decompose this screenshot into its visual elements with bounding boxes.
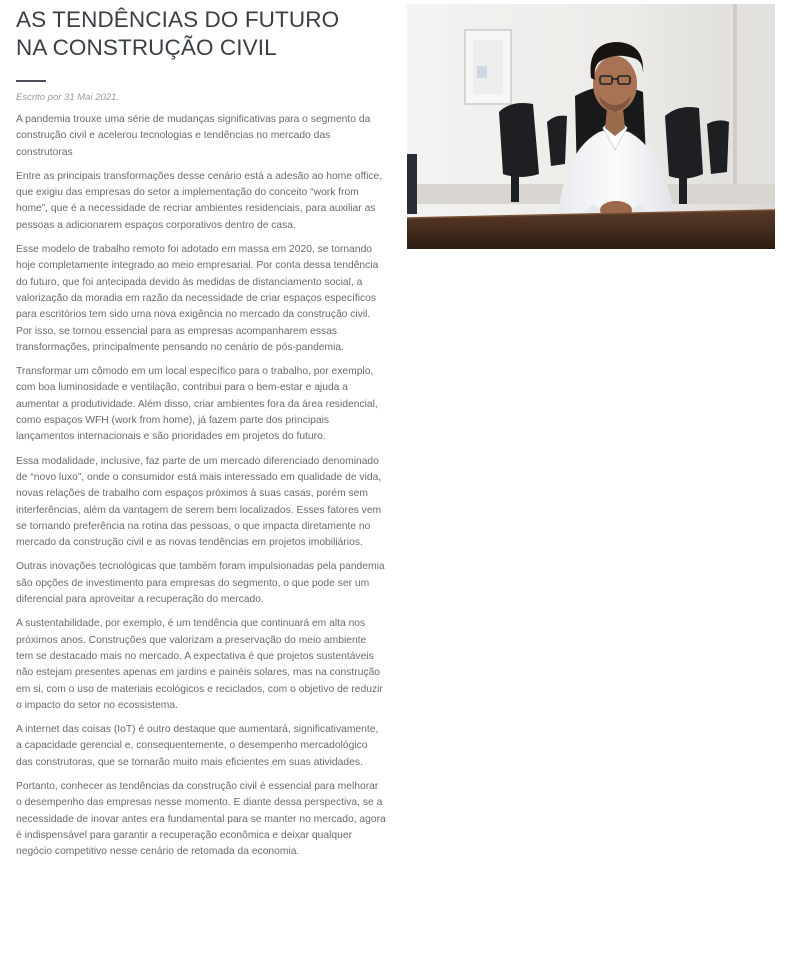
article-paragraph: Essa modalidade, inclusive, faz parte de um mercado diferenciado denominado de “novo luxo”, onde o consumidor está mais interessado em qualidade de vida, novas relações de trabalho com espaços próximos à suas casas, porém sem interferências, além da vantagem de serem bem localizados. Esses fatores vem se tornando preferência na rotina das pessoas, o que impacta diretamente no mercado da construção civil e as novas tendências em projetos imobiliários. <box>16 455 382 549</box>
article-paragraph: A pandemia trouxe uma série de mudanças significativas para o segmento da construção civil e acelerou tecnologias e tendências no mercado das construtoras <box>16 114 371 158</box>
photo-man-at-desk <box>407 4 775 249</box>
title-divider <box>16 80 46 82</box>
article-paragraph: Outras inovações tecnológicas que também foram impulsionadas pela pandemia são opções de investimento para empresas do segmento, o que pode ser um diferencial para aproveitar a recuperação do mercado. <box>16 561 385 606</box>
article-paragraph: A internet das coisas (IoT) é outro destaque que aumentará, significativamente, a capacidade gerencial e, consequentemente, o desempenho mercadológico das construtoras, que se tornarão muito mais eficientes em suas atividades. <box>16 724 379 768</box>
article-photo <box>407 4 775 249</box>
article-paragraph: Portanto, conhecer as tendências da construção civil é essencial para melhorar o desempenho das empresas nesse momento. E diante dessa perspectiva, se a necessidade de inovar antes era fundamental para se manter no mercado, agora é indispensável para garantir a recuperação econômica e deixar qualquer negócio competitivo nesse cenário de retomada da economia. <box>16 780 386 858</box>
article-title-line-2: NA CONSTRUÇÃO CIVIL <box>16 35 277 60</box>
article-title-line-1: AS TENDÊNCIAS DO FUTURO <box>16 7 340 32</box>
article-paragraph: A sustentabilidade, por exemplo, é um tendência que continuará em alta nos próximos anos. Construções que valorizam a preservação do meio ambiente tem se destacado mais no mercado. A expectativa é que projetos sustentáveis não estejam presentes apenas em jardins e painéis solares, mas na construção em si, com o uso de materiais ecológicos e reciclados, com o objetivo de reduzir o impacto do setor no ecossistema. <box>16 618 383 711</box>
article <box>16 6 386 868</box>
article-paragraph: Entre as principais transformações desse cenário está a adesão ao home office, que exigiu das empresas do setor a implementação do conceito “work from home”, que é a necessidade de recriar ambientes residenciais, para auxiliar as pessoas a adicionarem espaços corporativos dentro de casa. <box>16 170 383 231</box>
article-paragraph: Transformar um cômodo em um local específico para o trabalho, por exemplo, com boa luminosidade e ventilação, contribui para o bem-estar e ajuda a aumentar a produtividade. Além disso, criar ambientes fora da área residencial, como espaços WFH (work from home), já fazem parte dos principais lançamentos internacionais e são prioridades em projetos do futuro. <box>16 366 378 443</box>
article-paragraph: Esse modelo de trabalho remoto foi adotado em massa em 2020, se tornando hoje completamente integrado ao meio empresarial. Por conta dessa tendência do futuro, que foi antecipada devido às medidas de distanciamento social, a valorização da moradia em razão da necessidade de criar espaços específicos para escritórios tem sido uma nova exigência no mercado da construção civil. Por isso, se tornou essencial para as empresas acompanharem essas transformações, principalmente pensando no cenário de pós-pandemia. <box>16 244 379 353</box>
article-title <box>16 6 386 62</box>
article-meta: Escrito por 31 Mai 2021. <box>16 92 119 103</box>
